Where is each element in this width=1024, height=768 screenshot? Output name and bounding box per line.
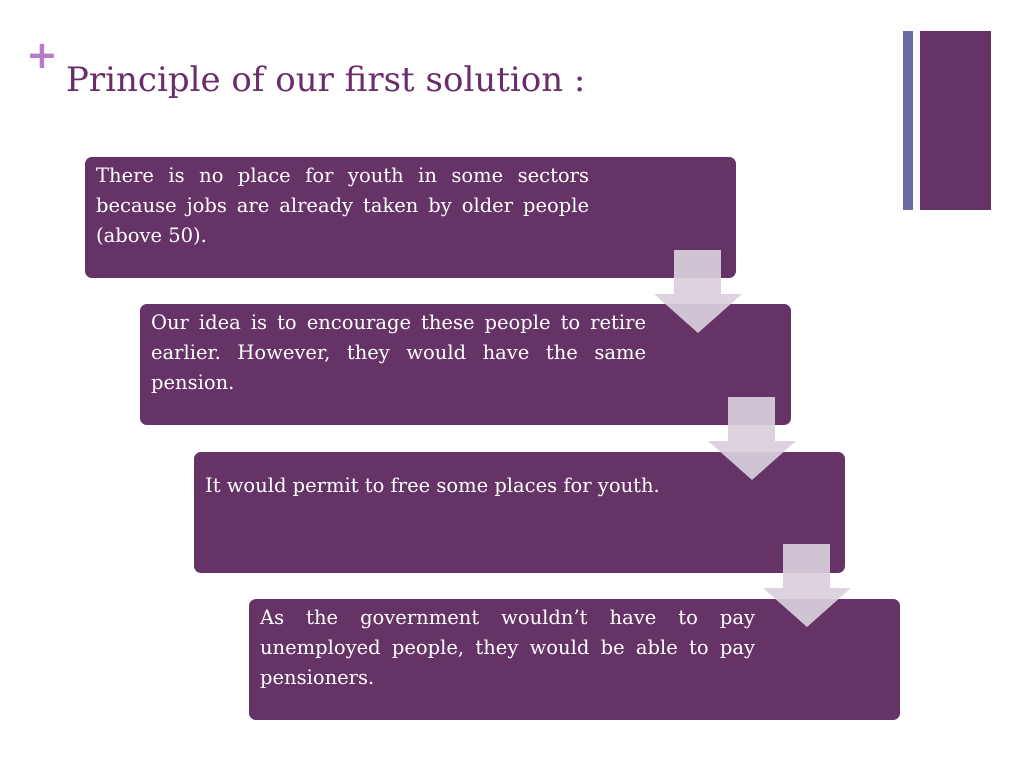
step-text-1: There is no place for youth in some sectors because jobs are already taken by older people (above 50). xyxy=(96,164,589,247)
down-arrow-icon-1 xyxy=(654,250,742,333)
step-text-4: As the government wouldn’t have to pay unemployed people, they would be able to pay pensioners. xyxy=(260,606,755,689)
decorative-bar-thin xyxy=(903,31,913,210)
step-box-1 xyxy=(85,157,736,278)
step-text-3: It would permit to free some places for youth. xyxy=(205,474,660,497)
down-arrow-icon-2 xyxy=(708,397,796,480)
step-text-2: Our idea is to encourage these people to retire earlier. However, they would have the same pension. xyxy=(151,311,646,394)
plus-icon: + xyxy=(26,33,58,77)
decorative-bar-thick xyxy=(920,31,991,210)
slide-title: Principle of our first solution : xyxy=(66,60,586,100)
down-arrow-icon-3 xyxy=(763,544,851,627)
